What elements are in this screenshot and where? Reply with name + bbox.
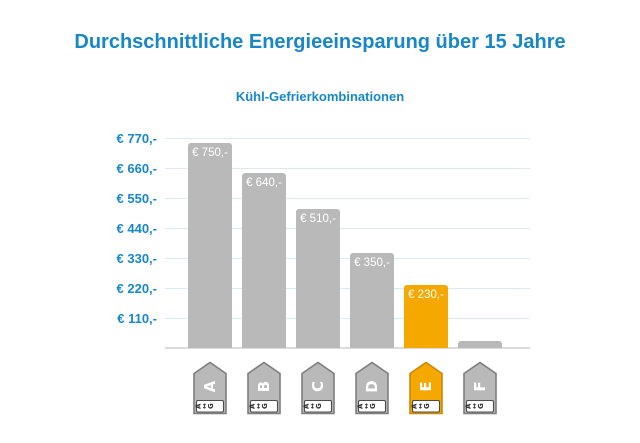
y-tick-label: € 770,- (116, 130, 157, 146)
scale-range-label: A↔G (356, 402, 378, 409)
bars-group (188, 138, 502, 348)
bar-value-label: € 510,- (300, 213, 336, 225)
y-tick-label: € 440,- (116, 220, 157, 236)
class-letter: E (417, 381, 435, 392)
energy-class-a-icon (193, 361, 227, 415)
scale-range-label: A↔G (410, 402, 432, 409)
chart-title: Durchschnittliche Energieeinsparung über 15 Jahre (74, 31, 566, 53)
bar-value-label: € 750,- (192, 147, 228, 159)
energy-class-f-icon (463, 361, 497, 415)
x-axis-label-d (350, 361, 394, 415)
bar-a (188, 143, 232, 348)
bar-c (296, 209, 340, 348)
bar-value-label: € 640,- (246, 177, 282, 189)
y-tick-label: € 660,- (116, 160, 157, 176)
y-tick-label: € 550,- (116, 190, 157, 206)
energy-class-e-icon-highlighted (409, 361, 443, 415)
class-letter: B (255, 380, 273, 393)
class-letter: D (363, 380, 381, 393)
class-letter: F (471, 381, 489, 392)
bar-b (242, 173, 286, 348)
x-axis-label-e (404, 361, 448, 415)
bar-value-label: € 350,- (354, 257, 390, 269)
scale-range-label: A↔G (248, 402, 270, 409)
y-tick-label: € 220,- (116, 280, 157, 296)
y-tick-label: € 110,- (117, 310, 157, 326)
scale-range-label: A↔G (194, 402, 216, 409)
scale-range-label: A↔G (464, 402, 486, 409)
y-tick-label: € 330,- (116, 250, 157, 266)
bar-f (458, 341, 502, 348)
chart-subtitle: Kühl-Gefrierkombinationen (235, 89, 405, 104)
x-axis-label-c (296, 361, 340, 415)
energy-class-d-icon (355, 361, 389, 415)
bar-value-label: € 230,- (408, 289, 444, 301)
class-letter: A (201, 380, 219, 393)
plot-area (0, 130, 640, 348)
bar-e-highlighted (404, 285, 448, 348)
x-axis-labels (188, 361, 502, 415)
scale-range-label: A↔G (302, 402, 324, 409)
x-axis-label-b (242, 361, 286, 415)
bar-d (350, 253, 394, 348)
energy-class-b-icon (247, 361, 281, 415)
energy-class-c-icon (301, 361, 335, 415)
x-axis-label-a (188, 361, 232, 415)
class-letter: C (309, 380, 327, 393)
x-axis-label-f (458, 361, 502, 415)
